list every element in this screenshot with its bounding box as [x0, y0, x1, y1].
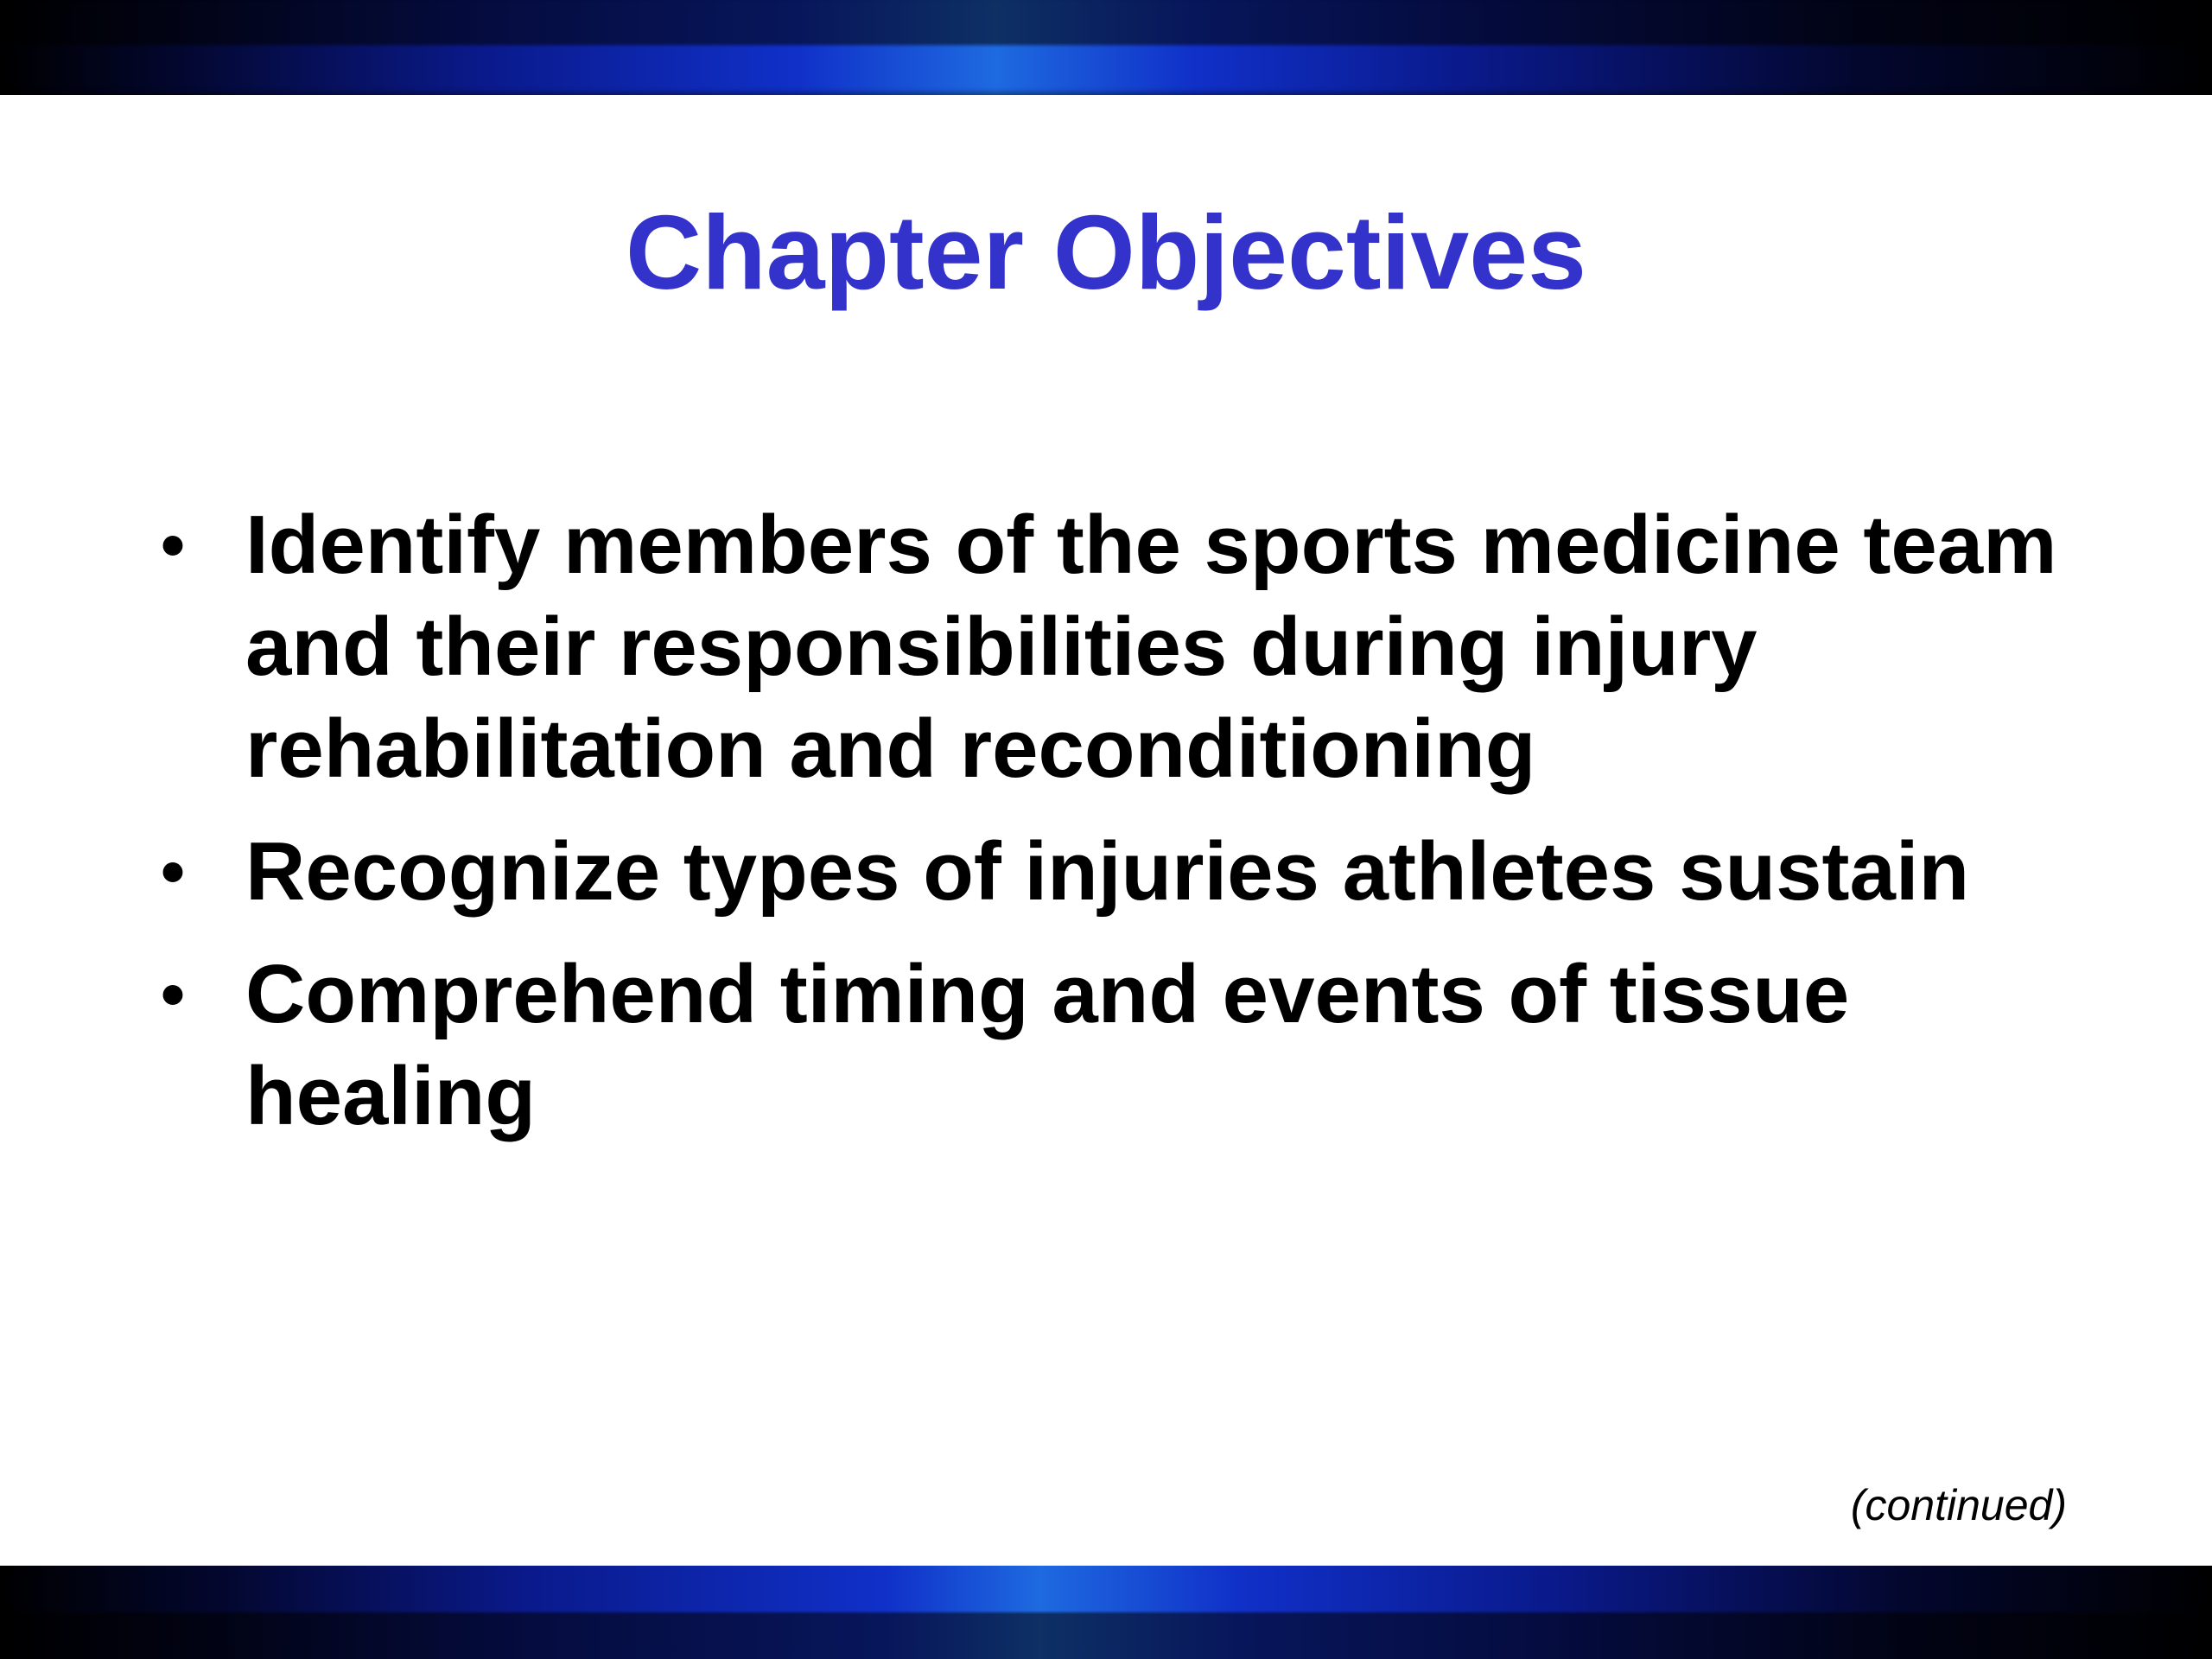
list-item	[156, 944, 2091, 1147]
list-item-text: Comprehend timing and events of tissue healing	[245, 948, 1850, 1142]
objectives-list	[156, 494, 2091, 1168]
bullet-icon: •	[161, 506, 186, 583]
list-item	[156, 494, 2091, 800]
continued-note: (continued)	[1850, 1481, 2067, 1529]
bullet-icon: •	[161, 956, 186, 1033]
list-item-text: Identify members of the sports medicine team and their responsibilities during injury rehabilitation and reconditioning	[245, 499, 2057, 795]
list-item-text: Recognize types of injuries athletes sustain	[245, 825, 1970, 918]
slide-title: Chapter Objectives	[626, 194, 1586, 311]
top-decorative-band	[0, 0, 2212, 95]
list-item	[156, 821, 2091, 923]
bullet-icon: •	[161, 833, 186, 910]
bottom-decorative-band	[0, 1566, 2212, 1659]
